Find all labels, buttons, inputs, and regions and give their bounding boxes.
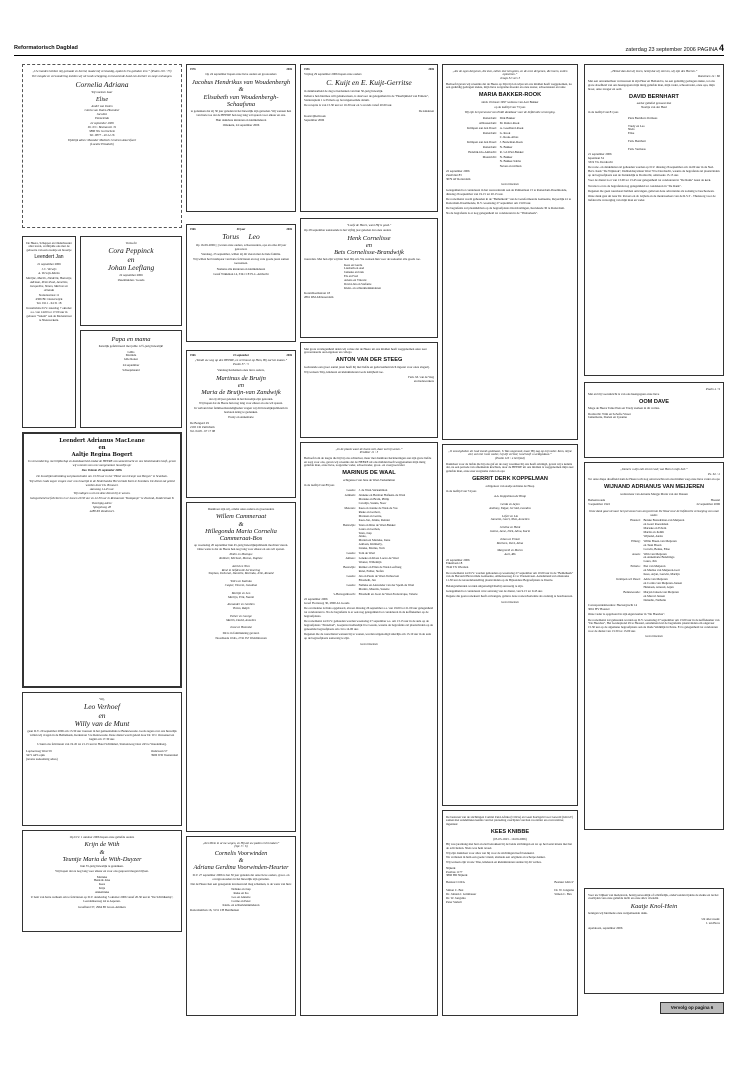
mourner-names: M. Ruiter-Rook xyxy=(499,120,520,125)
mourner-place: Haastel: xyxy=(630,518,641,523)
mourner-row xyxy=(304,575,434,583)
mourner-names: Willie Breen-van Meijeren en Teun Breen Corwin, Benne, Elise xyxy=(643,538,677,551)
mourner-names: Teun en Rina de Waal-Bakker Laura en Gerben, Teun, Jaap Janno, Marien en Marieke, Irene Adriaan, Kimberly, Lineke, Marius, Tom xyxy=(358,522,396,551)
mourner-row xyxy=(304,566,434,574)
mourner-names: Leneke en Klaas Loeve-de Waal Wouter, Willemijn xyxy=(358,556,399,564)
mourner-names: J. de Waal-Verkamman xyxy=(358,488,388,493)
mourner-row xyxy=(588,553,720,565)
mourner-row xyxy=(588,578,720,590)
ad-torus: 1966 40 jaar 2006 Torus Leo Op 16-09-2006 [.] waren onze ouders, schoonouders, opa en oma 40 jaar getrouwd. Vandaag, 23 september, willen zij dit vieren met de hele familie. Wij willen het bruidspaar van harte feliciteren en nog vele goede jaren samen toewensen. Namens alle kinderen en kleinkinderen Graaf Wikkman 14, 3341 CE H.-I.-Ambacht xyxy=(186,224,296,342)
mourner-place: Hendrik-Ido-Ambacht: xyxy=(468,149,497,154)
mourner-place xyxy=(446,165,500,169)
mourner-row xyxy=(304,557,434,565)
mourner-names: Adrie van Meijeren en Corina van Meijeren-Jansen Hannaan, Arnoud, Arjen xyxy=(643,577,683,589)
mourner-names: Elisabeth en Joost de Waal-Fredericque, Valerie xyxy=(358,591,418,596)
mourner-names: Nelleke en Alexander van der Speld-de Waal Marnix, Maurits, Suzette xyxy=(358,582,415,591)
mourner-list xyxy=(446,117,574,169)
mourner-names: G. Rook C. Rook-Albas xyxy=(499,130,519,139)
ad-krijn: Op D.V. 1 oktober 2006 hopen onze geliefde ouders Krijn de With & Teuntje Maria de With-Duyzer hun 35-jarig huwelijk te gedenken. Wij hopen dat ze nog lang voor elkaar en voor ons gespaard mogen blijven. Marieke Henk & Joke Kees Krija Annemieke U bent van harte welkom om te feliciteren op D.V. donderdag 5 oktober 2006 vanaf 20.30 uur in "De Schildkamp", Leerdamseweg 44 te Asperen. Graafland 37, 2964 BJ Groot-Ammers xyxy=(22,830,182,932)
mourner-names: N. Bakker xyxy=(499,144,513,149)
mourner-names: Neven en nichten xyxy=(499,163,522,168)
mourner-place: Arnhem: xyxy=(344,493,356,498)
page-header xyxy=(14,44,724,56)
ad-maclane: Leendert Adrianus MacLeane en Aaltje Regina Bogert In verwondering, met blijdschap en dankbaarheid omdat de HEERE ons samenbracht en ons bloetshanden heeft, geven wij u kennis van ons voorgenomen huwelijk op: Deo Volente 29 september 2006. De huwelijksvoltrekking zal plaatsvinden om 13.30 uur in het "Hotel van Oranje van Bergen" te Scardam. Wij willen Gods zegen vragen over ons huwelijk in de Nederlandse Hervormde Kerk te Scardam. De dienst zal geleid worden door Ds. Brouwer. Aanvang 14.45 uur. Wij nodigen u uit om deze dienst bij te wonen. Gelegenheid tot feliciteren is er tussen 20.30 uur en 22.30 uur in Restaurant "Kampanje" te Zeeland, Zuiderstraat 8. Voorlopig adres: Spiegelweg 28 4288 KS Zandvoort. xyxy=(22,432,182,688)
ad-david: „Heinzi dan dat wij leven, hetzij dat wij sterven, wij zijn des Heeren.” Romeinen 14 : 8b Met een onwankelbaar vertrouwen in zijn Heer en Heiland is, na een geduldig gedragen ziekte, tot ons grote droefheid van ons heengegaan mijn innig geliefde man, mijn vader, schoonvader, onze opa, mijn broer, onze zwager en oom DAVID BERNHART eerder geliefsd geweest met Neeltje van der Heul in de leeftijd van 81 jaar. Piets Bernhart-Vermaas Trudy en Leo Niels Elise Fam. Bernhart Fam. Vermaas 21 september 2006 Iepenlaan 34 3319 VG Dordrecht De rouw- en dankdienst zal gehouden worden op D.V. dinsdag 26 september om 14.00 uur in de Ned. Herv. Kerk "De Wijnstok", Dubbeldreystlaan West 70 te Dordrecht, waarna de begrafenis zal plaatsvinden op de begraafplaats aan de Zuidendijk te Dordrecht, omstreeks 15.15 uur. Voor de dienst is er van 13.00 tot 13.45 uur gelegenheid tot condoleren in "De Rank" naast de kerk. Tevens is er na de begrafenis nog gelegenheid tot condoleren in "De Rank". Degenen die geen rouwkaart hebben ontvangen, gelieven deze advertentie als zodanig te beschouwen. Onze dank gaat uit naar Dr. Rovers en dr. Gijbels en de medewerkers van de R.S.T - Thuiszorg voor de liefdevolle verzorging van mijn man en vader. xyxy=(584,64,724,376)
mourner-place: Bennewoude: xyxy=(623,589,641,594)
ad-knol: Voor uw blijken van medeleven, hetzij persoonlijk of schriftelijk, ondervonden tijdens de ziekte en na het overlijden van onze geliefde nicht en onze allev vriendin Kaatje Knol-Hein betuigen wij hiermede onze welgemeende dank. Uit aller naam: J. ten Hove Apeldoorn, september 2006 xyxy=(584,888,724,994)
ad-maria: „Als de ogen dergenen, die zien, zullen niet terugzien, en de oren dergenen, die horen, zullen opmerken.” Jesaja 32 vers 3 Bedroefd geven wij u kennis dat de Heere op Zijn tijd en wijze uit ons midden heeft weggenomen, na een geduldig gedragen ziekte, mijn lieve zorgzame moeder en onze zuster, schoonzuster en tante MARIA BAKKER-ROOK sinds 19 maart 1997 weduwe van Aart Bakker op de leeftijd van 73 jaar. Wij zijn het personeel van Poldi dankbaar voor de liefdevolle verzorging. Rotterdam: Dirk Bakker Alblasserdam: M. Ruiter-Rook Krimpen aan den IJssel: A. Goedhard-Rook Rotterdam: G. Rook C. Rook-Albas Krimpen aan den IJssel: J. Beuwman-Rook Rotterdam: N. Bakker Hendrik-Ido-Ambacht: R. v.d.Wiel-Bakker Maastricht: N. Bakker N. Bakker-Sabbe Neven en nichten 22 september 2006 Zandvliet 83 3079 AT Rotterdam Geen bloemen Gelegenheid tot condoleren in het rouwcentrum aan de Palmenlaan 15 te Rotterdam-IJsselmonde, dinsdag 26 september van 19.15 tot 20.15 uur. De rouwdienst wordt gehouden in de "Bethelkerk" van de Gereformeerde Gemeente, Reyerdijk 41 te Rotterdam-IJsselmonde, D.V. woensdag 27 september om 13.00 uur. De begrafenis zal plaatshebben op de begraafplaats Oud-Kralingen, Kortekade 30 te Rotterdam. Na de begrafenis is er nog gelegenheid tot condoleren in de "Thaborkerk". xyxy=(442,64,578,440)
mourner-row xyxy=(446,156,574,164)
mourner-row xyxy=(446,165,574,169)
mourner-list xyxy=(304,489,434,596)
continued-on-page-banner[interactable]: Vervolg op pagina 6 xyxy=(660,1002,724,1014)
ad-jacobus: 1976 2006 Op 24 september hopen onze lieve ouders en grootouders Jacobus Hendrikus van Woudenbergh & Elisabeth van Woudenbergh-Schaafsma te gedenken dat zij 30 jaar geleden in het huwelijk zijn getreden. Wij wensen hen van harte toe dat de HEERE hen nog lang wil sparen voor elkaar en ons. Hun dankbare kinderen en kleinkinderen Oldekerk, 24 september 2006 xyxy=(186,64,296,212)
mourner-names: Tom de Waal xyxy=(358,551,375,556)
mourner-place: Krimpen aan den IJssel: xyxy=(466,139,497,144)
mourner-place: 's-Hertogenbosch: xyxy=(333,591,356,596)
mourner-place: Gouda: xyxy=(346,573,356,578)
mourner-place: Beeswijk: xyxy=(343,565,356,570)
ad-wijnand: „Immers u zijn zult zit tot God; van Hem is mijn heil.” Ps. 62 : 2 Tot onze diepe droefheid nam de Heere toch nog onverwachts uit ons midden weg onze lieve vader en opa WIJNAND ADRIANUS VAN MEIJEREN weduwnaar van Antonie Margje Maria van der Dussen Berkenwoude 3 september 1922 Haastel 22 september 2006 Onze dank gaat uit naar het personeel van zorgcentrum De Waal voor de liefdevolle verzorging van onze vader. Haastel: Betske Bonsdrman-van Meijeren en Geert Roesdanan Marieke en Edwin Martin en Judith Wijnand, Aletta Elburg: Willie Breen-van Meijeren en Teun Breen Corwin, Benne, Elise Assen: Wim van Meijeren en Annemarie Bandringa Laura, Jim Ermelo: Piet van Meijeren en Marike van Meijeren-Gort Kees, Arjan, Gerwin, Martijn Krimpen a/d IJssel: Adrie van Meijeren en Corina van Meijeren-Jansen Hannaan, Arnoud, Arjen Bennewoude: Marjan Jansen-van Meijeren en Marcel Jansen Danielle, Nathalie Correspondentieadres: Heevergracht 14 3061 HV Haastel Onze vader is opgebaard in zijn eigen kamer in "De Haesbas". De rouwdienst zal gehouden worden op D.V. woensdag 27 september om 13.00 uur in de koffiekamer van "De Haesbas", Het Gestieplond 29 te Haastel, aansluitend zal de begrafenis plaatsvinden om ongeveer 15.30 uur op de algemene begraafplaats aan de Oude Veldklijk in Peize. Er is gelegenheid tot condoleren voor de dienst van 13.30 tot 13.00 uur. Geen bloemen xyxy=(584,462,724,830)
mourner-row xyxy=(304,507,434,522)
mourner-place: Alblasserdam: xyxy=(478,120,497,125)
mourner-row xyxy=(588,565,720,577)
ad-willem: Dankbaar zijn wij, omdat onze ouders en grootouders Willem Cammeraat & Hillegonda Maria Cornelia Cammeraat-Bos op woensdag 20 september hun 45-jarig huwelijksjubileum mochten vieren. Onze wens is dat de Heere hen nog lang voor elkaar en ons wil sparen. Pedro en Monique Robbert, Michael, Menno, Daphne Astrid en Nico René in liefdevolle herinnering Stephan, Deborah, Danielle, Marinda, Jelle, Ronald Wilco en Katinka Casper, Vincent, Jonathan Martijn en Leo Martijn, Erik, Naomi Alexander en Gerdien Vivian, Ralph Esther en George Marith, David, Annelies Joost en Hanneke Dit is in familiekring gevierd. Noordkade 104G, 2741 EZ Waddinxveen xyxy=(186,502,296,832)
ad-kuijt: 1956 2006 Vrijdag 29 september 2006 hopen onze ouders C. Kuijt en E. Kuijt-Gerritse in dankbaarheid de dag te herdenken van hun 50-jarig huwelijk. Indien u hen hiermee wilt gelukwensen, is daarvoor de gelegenheid in de "Heerlijkheid van Ermelo", Stationsplein 1 te Ermelo op bovengenoemde datum. De receptie is van 15.30 uur tot 16.30 uur en 's avonds vanaf 20.00 uur. De kinderen Koetsvijlierbroek September 2006 xyxy=(300,64,438,212)
ad-cora: Verloofd Cora Peppinck en Johan Leeflang 22 september 2006 IJsselmuiden / Gouda xyxy=(80,236,182,326)
mourner-place: Meteren: xyxy=(344,506,356,511)
mourner-names: Wim van Meijeren en Annemarie Bandringa Laura, Jim xyxy=(643,551,675,564)
mourner-place: Elburg: xyxy=(631,538,641,543)
mourner-place: Gouda: xyxy=(346,551,356,556)
ad-anton: Met grote verslagenheid delen wij u mee dat de Heere uit ons midden heeft weggenomen onze zeer gewaardeerde oud-eigenaar en collega ANTON VAN DER STEEG Gedurende een groot aantal jaren heeft hij met liefde en gedrevenheid zich ingezet voor onze slagerij. Wij wensen Tiny, kinderen en kleinkinderen Gods nabijheid toe. Fam. M. van de Weg en medewerkers xyxy=(300,342,438,438)
mourner-row xyxy=(588,591,720,603)
ad-leo: Wij, Leo Verhoef en Willy van de Munt gaan D.V. 29 september 2006 om 13.30 uur trouwen in het gemeentehuis te Bunnewoude. Gods zegen over ons huwelijk willen wij vragen in de Bethelkerk, Kerkstraat 3 te Renswoude. Deze dienst wordt geleid door Dr. W.J. Ouweneel en begint om 17.30 uur. U kunt ons feliciteren van 19.45 tot 21.15 uur in Hotel Schimmel, Stationsweg Oost 243 te Woudenberg. Loploerweg West 59 3471 AP Lopik (tevens toekomstig adres) Oudeveen 57 3906 WD Veenendaal xyxy=(22,692,182,826)
mourner-names: Jan en Paula de Waal-Verhoeven Elisabeth, Jan xyxy=(358,573,400,582)
mourner-names: N. Bakker N. Bakker-Sabbe xyxy=(499,154,521,163)
mourner-names: Kees en Jeanne de Waal-de Vos Rieke en Gerbert, Marieen en Gerrie, Kees-Jan, Janine, Reinier xyxy=(358,506,398,522)
mourner-names: Betske Bonsdrman-van Meijeren en Geert Roesdanan Marieke en Edwin Martin en Judith Wijnand, Aletta xyxy=(643,518,685,538)
paper-name: Reformatorisch Dagblad xyxy=(14,45,78,51)
mourner-place: Rotterdam: xyxy=(482,115,497,120)
mourner-names: Marjan Jansen-van Meijeren en Marcel Jansen Danielle, Nathalie xyxy=(643,589,679,602)
mourner-row xyxy=(304,584,434,592)
mourner-place: Almere: xyxy=(345,556,356,561)
mourner-place: Krimpen a/d IJssel: xyxy=(616,577,641,582)
ad-marinus: „In de plaats waar de boom valt, daar zal hij wezen.” Prediker 11 : 3 Bedroefd om de leegte die hij bij ons achterlaat, maar met dankbare herinneringen aan zijn grote liefde en zorg voor ons, geven wij u kennis dat de HEERE uit ons midden heeft weggenomen mijn innig geliefde man, onze lieve, zorgzame vader, schoonvader, groot- en overgrootvader MARINUS DE WAAL echtgenoot van Jane de Waal-Verkamman in de leeftijd van 89 jaar. Gouda: J. de Waal-Verkamman Arnhem: Janneke en Herman Hofkens-de Waal Marieke en Bram, Philip Carolijn, Saskia, Noor Meteren: Kees en Jeanne de Waal-de Vos Rieke en Gerbert, Marieen en Gerrie, Kees-Jan, Janine, Reinier Benswijk: Teun en Rina de Waal-Bakker Laura en Gerben, Teun, Jaap Janno, Marien en Marieke, Irene Adriaan, Kimberly, Lineke, Marius, Tom Gouda: Tom de Waal Almere: Leneke en Klaas Loeve-de Waal Wouter, Willemijn Beeswijk: Reinier en Ellen de Waal-Leeflang René, Esther, Stefan Gouda: Jan en Paula de Waal-Verhoeven Elisabeth, Jan Gouda: Nelleke en Alexander van der Speld-de Waal Marnix, Maurits, Suzette 's-Hertogenbosch: Elisabeth en Joost de Waal-Fredericque, Valerie 22 september 2006 Graaf Florisweg 30, 2800 AL Gouda De overledene is thuis opgebaard, alwaar dinsdag 26 september a.s. van 19.00 tot 21.00 uur gelegenheid tot condoleren is. Na de begrafenis is er ook nog gelegenheid tot condoleren in de koffiekamer op de begraafplaats. De rouwdienst zal D.V. gehouden worden woensdag 27 september a.s. om 13.15 uur in de aula op de begraafplaats "Zinzebad", Goejanverwellesdijk 6 te Gouda, waarna de begrafenis zal plaatsvinden op de genoemde begraafplaats om circa 14.00 uur. Degenen die de rouwdienst wensen bij te wonen, worden uitgenodigd uiterlijk om 13.10 uur in de aula op de begraafplaats aanwezig te zijn. Geen bloemen xyxy=(300,442,438,1016)
mourner-place: Rotterdam: xyxy=(482,144,497,149)
mourner-place: Rotterdam: xyxy=(482,130,497,135)
mourner-names: J. Beuwman-Rook xyxy=(499,139,523,144)
mourner-names: R. v.d.Wiel-Bakker xyxy=(499,149,524,154)
mourner-place: Assen: xyxy=(632,551,641,556)
page-date: zaterdag 23 september 2006 PAGINA 4 xyxy=(625,43,724,53)
mourner-names: Piet van Meijeren en Marike van Meijeren-Gort Kees, Arjan, Gerwin, Martijn xyxy=(643,564,680,577)
mourner-names: A. Goedhard-Rook xyxy=(499,125,524,130)
mourner-names: Janneke en Herman Hofkens-de Waal Marieke en Bram, Philip Carolijn, Saskia, Noor xyxy=(358,493,406,506)
mourner-names: Reinier en Ellen de Waal-Leeflang René, Esther, Stefan xyxy=(358,565,402,573)
mourner-row xyxy=(588,519,720,538)
mourner-place: Ermelo: xyxy=(630,564,641,569)
mourner-names: Dirk Bakker xyxy=(499,115,516,120)
mourner-row xyxy=(446,132,574,140)
mourner-row xyxy=(304,593,434,597)
mourner-row xyxy=(304,524,434,551)
mourner-list xyxy=(588,519,720,602)
mourner-row xyxy=(588,540,720,552)
ad-martinus: 1966 23 september 2006 „Wendt uw weg op den HEERE, en vertrouwt op Hem, Hij zal het maken.” Psalm 37 : 5 Vandaag herdenken onze lieve ouders, Martinus de Bruijn en Maria de Bruijn-van Zandwijk dat zij 40 jaar geleden in het huwelijk zijn getreden. Wij hopen dat de Heere hen nog lang voor elkaar en ons wil sparen. In verband met familieomstandigheden vragen wij dit huwelijksjubileum in besloten kring te gedenken. Ereny en Annemarie De Bongerd 29 2165 CR Zuilichem Tel. 0418 - 67 17 98 xyxy=(186,350,296,498)
mourner-place: Gouda: xyxy=(346,488,356,493)
ad-papa: Papa en mama hartelijk gefeliciteerd met jullie 12½-jarig huwelijk! Gillis Marinda Jelle Roker 24 september Scheepmaand xyxy=(80,330,182,428)
ad-henk: "Loofe de Heere, want Hij is goed." Op 28 september aanstaande is het vijftig jaar geleden dat onze ouders Henk Cornelisse en Bets Cornelisse-Brandwijk trouwden. Met hen zijn wij hier heel blij om. We wensen hun voor de toekomst alle goeds toe. Kees en Gerda Liesbeth en Aad Janneke en Izak Els en Fred Ariena en Vincent David-Jan en Stefanie Klein- en achterkleinkinderen Korenbloemstraat 18 2861 RM Alblasserdam xyxy=(300,218,438,338)
ad-gerrit: „O eeuwigheden uit God steeds gedelaast, 'k Was ongeneed, maar Hij zag op mij neder. Kom, mijne ziel, zal niet ruste weder, Gij zijt verlost; God heeft u weldgedaan.” (Psalm 116 : 4 berijmd) Dankbaar voor de liefde die hij ons gaf en de zorg waarmee hij ons heeft omringd, geven wij u kennis dat, na een periode van afnemende krachten, door de HEERE uit ons midden is weggenomen mijn zeer geliefde man, onze zeer zorgzame vader en opa GERRIT DERK KOPPELMAN echtgenoot van Aadje Adriana de Hoop in de leeftijd van 74 jaar. A.A. Koppelman-de Hoop Gerda en Arjan Anthony, Edgar, Jerrold, Leandra Lefert en Lia Jannette, Geert, Niek, Annelien Grietha en Henk Janine, Anne, Dirk, Alina, Karin Johan en Ermée Marleen, Derk, Alina Margreeth en Marco Aart, Rik 22 september 2006 Eikenlaan 18 7642 TX Wierden De rouwdienst zal D.V. worden gehouden op woensdag 27 september om 10.00 uur in de "Bethelkerk" van de Hersteld Hervormde Gemeente, Almeloseweg 41 te Vriezenveen. Aansluitend zal omstreeks 11.30 uur de teraardebestelling plaatsvinden op de Bijzondere Begraafplaats te Daarle. Belangstellenden worden uitgenodigd hierbij aanwezig te zijn. Gelegenheid tot condoleren vóór aanvang van de dienst, van 9.15 tot 9.45 uur. Degene die geen rouwkaart heeft ontvangen, gelieve deze rouwadvertentie als zodanig te beschouwen. Geen bloemen xyxy=(442,444,578,806)
ad-cornelis: „Ken Hem in al uw wegen, en Hij zal uw paden recht maken” (Spr. 3 : 6) Cornelis Voorwinden & Adriana Gerdina Voorwinden-Heurter D.V. 27 september 2006 is het 50 jaar geleden dat onze lieve ouders, groot- en overgrootouders in het huwelijk zijn getreden. Dat de Heere hen een gezegende levensavond mag schenken, is de wens van hun: Nelleke en Jaap Ineke en Ko Leo en Annette Corine en Peter Klein- en achterkleinkinderen Rotterdamban 16, 3131 CH Benthuizen xyxy=(186,836,296,1016)
mourner-row xyxy=(446,127,574,131)
mourner-row xyxy=(304,494,434,506)
mourner-place: Krimpen aan den IJssel: xyxy=(466,125,497,130)
mourner-place: Gouda: xyxy=(346,582,356,587)
ad-adriana: „Uw handen hebben mij gemaakt en bereid, maakt mij verstandig, opdat ik Uw geboden lere.” (Psalm 119 : 73) Vol vreugde en verwondering melden wij uit Gods schepping en bewarende hand een dochter en zusje ontvangen. Cornelia Adriana Wij noemen haar Elise André van Dalen Gloria van Dalen-Hoendeer Jacolien Emmeleida 22 september 2006 Dr. N.C. Beemanstr. 31 3886 NG Gorinchem Tel. 0877 - 49 24 16 Tijdelijk adres: Meander Medisch Centrum Amersfoort (Locatie Elisabeth) xyxy=(22,64,182,228)
ad-kees: De besturen van de stichtingen Comité Zuid-Afrika (COZA) en Geen Korbgeld voor Geweld (GKGV) samen met zendelinnes kennis van het plotseling overlijden van hun voorzitter en oververzitter, ingenieur KEES KNIBBE (05-03-1923 - 19-09-2006) Hij was jarenlang met hart en ziel betrokken bij de beide stichtingen en tot op het laatst intens met het de activiteiten. Niets was hem teveel. Wij zijn dankbaar voor alles wat hij voor de stichtingen heeft betekend. We verliezen in hem een goede vriend, alsmede een originele en scherpe denker. Wij wensen zijn vrouw Tina, kinderen en kleinkinderen sterkte bij dit verlies. Nijkerk Postbus 1177 3860 BD Nijkerk Bestuur COZA Simon C. Bax Dr. Johann J. Grünbauer Dr. W. Jongsma Peter Siebelt Bestuur GKGV Dr. W. Jongsma Simon C. Bax xyxy=(442,810,578,1016)
ad-leendert: De Heere, Schepper en Onderhouder aller leven, verblijdde ons met de geboorte van een zoontje en broertje Leendert Jan 21 september 2006 J.C. Verwijs A. Verwijs-Marks Marijke, Martin, Diederik, Hannetje, Adriaan, Peter-Paul, Annelies, Jacqueline, Simon, Marloes en Arianda Stationsstraat 11 4306 BC Oosterwijck Tel. 0111 - 64 31 18 Kraamvisite D.V. zaterdag 7 oktober a.s. van 14.00 tot 17.00 uur in gebouw "Salem" aan de Molenstraat te Nieuwerkerk. xyxy=(22,236,76,428)
ad-oom-dave: Psalm 4 : 9 Met en blij vooruitzicht is van ons heengegaan onze lieve OOM DAVE Moge de Heere Tante Piets en Trudy sterken in dit verlies. Dordrecht: Wim en SoSofie Visser Jannemarie, Dorien en Lysanne xyxy=(584,382,724,458)
mourner-place: Benswijk: xyxy=(343,522,356,527)
mourner-place: Maastricht: xyxy=(482,154,497,159)
